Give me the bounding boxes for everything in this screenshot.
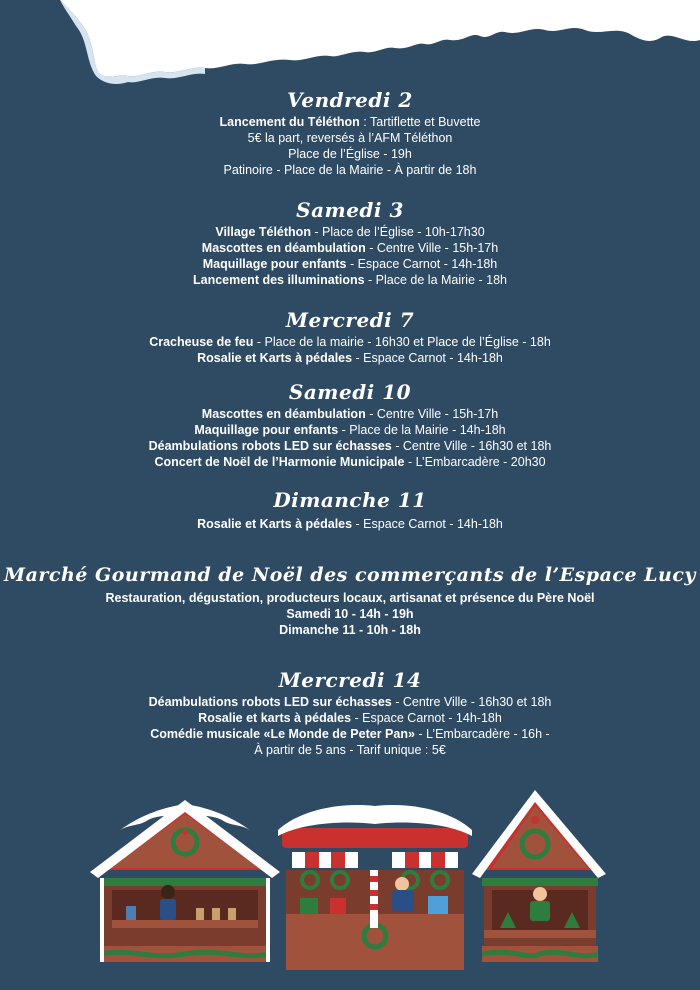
event-detail: - Place de la Mairie - 14h-18h xyxy=(338,423,506,437)
day-section xyxy=(0,88,700,178)
event-detail: - Place de la Mairie - 18h xyxy=(364,273,507,287)
christmas-market-stalls-illustration xyxy=(0,780,700,990)
event-detail: - Place de l’Église - 10h-17h30 xyxy=(310,225,485,239)
market-heading: Marché Gourmand de Noël des commerçants de l’Espace Lucy xyxy=(4,564,696,586)
event-line xyxy=(0,146,700,162)
event-title: Maquillage pour enfants xyxy=(194,423,339,437)
middle-market-stall-icon xyxy=(278,805,472,970)
event-detail: Patinoire - Place de la Mairie - À partir de 18h xyxy=(223,163,477,177)
day-heading: Dimanche 11 xyxy=(273,488,427,512)
event-detail: - Centre Ville - 15h-17h xyxy=(365,241,499,255)
event-detail: - Espace Carnot - 14h-18h xyxy=(352,351,503,365)
event-line xyxy=(0,114,700,130)
event-detail: À partir de 5 ans - Tarif unique : 5€ xyxy=(254,743,446,757)
event-line xyxy=(0,742,700,758)
day-section xyxy=(0,668,700,758)
left-market-stall-icon xyxy=(90,800,280,962)
event-line xyxy=(0,350,700,366)
day-section xyxy=(0,198,700,288)
day-heading: Mercredi 7 xyxy=(285,308,415,332)
event-line xyxy=(0,256,700,272)
market-section xyxy=(0,564,700,638)
day-section xyxy=(0,380,700,470)
event-line xyxy=(0,622,700,638)
event-line xyxy=(0,240,700,256)
event-line xyxy=(0,334,700,350)
event-detail: - L’Embarcadère - 20h30 xyxy=(404,455,546,469)
event-detail: - Centre Ville - 16h30 et 18h xyxy=(391,439,552,453)
event-detail: - L’Embarcadère - 16h - xyxy=(414,727,550,741)
event-title: Comédie musicale «Le Monde de Peter Pan» xyxy=(150,727,415,741)
snow-border-decoration xyxy=(0,0,700,90)
event-line xyxy=(0,694,700,710)
event-line xyxy=(0,406,700,422)
event-line xyxy=(0,438,700,454)
event-title: Rosalie et Karts à pédales xyxy=(197,351,353,365)
event-detail: Place de l’Église - 19h xyxy=(288,147,412,161)
day-section xyxy=(0,488,700,532)
day-section xyxy=(0,308,700,366)
day-heading: Samedi 3 xyxy=(296,198,404,222)
event-detail: : Tartiflette et Buvette xyxy=(359,115,481,129)
event-title: Samedi 10 - 14h - 19h xyxy=(286,607,414,621)
event-title: Mascottes en déambulation xyxy=(201,407,366,421)
event-title: Déambulations robots LED sur échasses xyxy=(148,695,392,709)
event-title: Rosalie et karts à pédales xyxy=(198,711,352,725)
day-heading: Mercredi 14 xyxy=(278,668,422,692)
event-title: Cracheuse de feu xyxy=(149,335,254,349)
event-line xyxy=(0,454,700,470)
event-detail: 5€ la part, reversés à l’AFM Téléthon xyxy=(247,131,453,145)
event-title: Rosalie et Karts à pédales xyxy=(197,517,353,531)
event-line xyxy=(0,130,700,146)
event-line xyxy=(0,606,700,622)
event-detail: - Espace Carnot - 14h-18h xyxy=(351,711,502,725)
event-line xyxy=(0,516,700,532)
day-heading: Samedi 10 xyxy=(288,380,412,404)
event-line xyxy=(0,710,700,726)
event-line xyxy=(0,726,700,742)
event-title: Mascottes en déambulation xyxy=(201,241,366,255)
day-heading: Vendredi 2 xyxy=(287,88,413,112)
event-line xyxy=(0,422,700,438)
event-title: Maquillage pour enfants xyxy=(202,257,347,271)
right-market-stall-icon xyxy=(472,790,606,962)
event-title: Dimanche 11 - 10h - 18h xyxy=(279,623,421,637)
event-title: Lancement des illuminations xyxy=(192,273,365,287)
event-title: Déambulations robots LED sur échasses xyxy=(148,439,392,453)
event-detail: - Place de la mairie - 16h30 et Place de l’Église - 18h xyxy=(253,335,551,349)
event-title: Lancement du Téléthon xyxy=(219,115,360,129)
event-title: Concert de Noël de l’Harmonie Municipale xyxy=(154,455,405,469)
event-detail: - Espace Carnot - 14h-18h xyxy=(346,257,498,271)
event-line xyxy=(0,272,700,288)
event-title: Village Téléthon xyxy=(215,225,311,239)
event-detail: - Centre Ville - 16h30 et 18h xyxy=(391,695,552,709)
event-line xyxy=(0,162,700,178)
event-detail: - Espace Carnot - 14h-18h xyxy=(352,517,503,531)
event-detail: - Centre Ville - 15h-17h xyxy=(365,407,499,421)
event-line xyxy=(0,590,700,606)
event-line xyxy=(0,224,700,240)
event-title: Restauration, dégustation, producteurs locaux, artisanat et présence du Père Noël xyxy=(105,591,595,605)
